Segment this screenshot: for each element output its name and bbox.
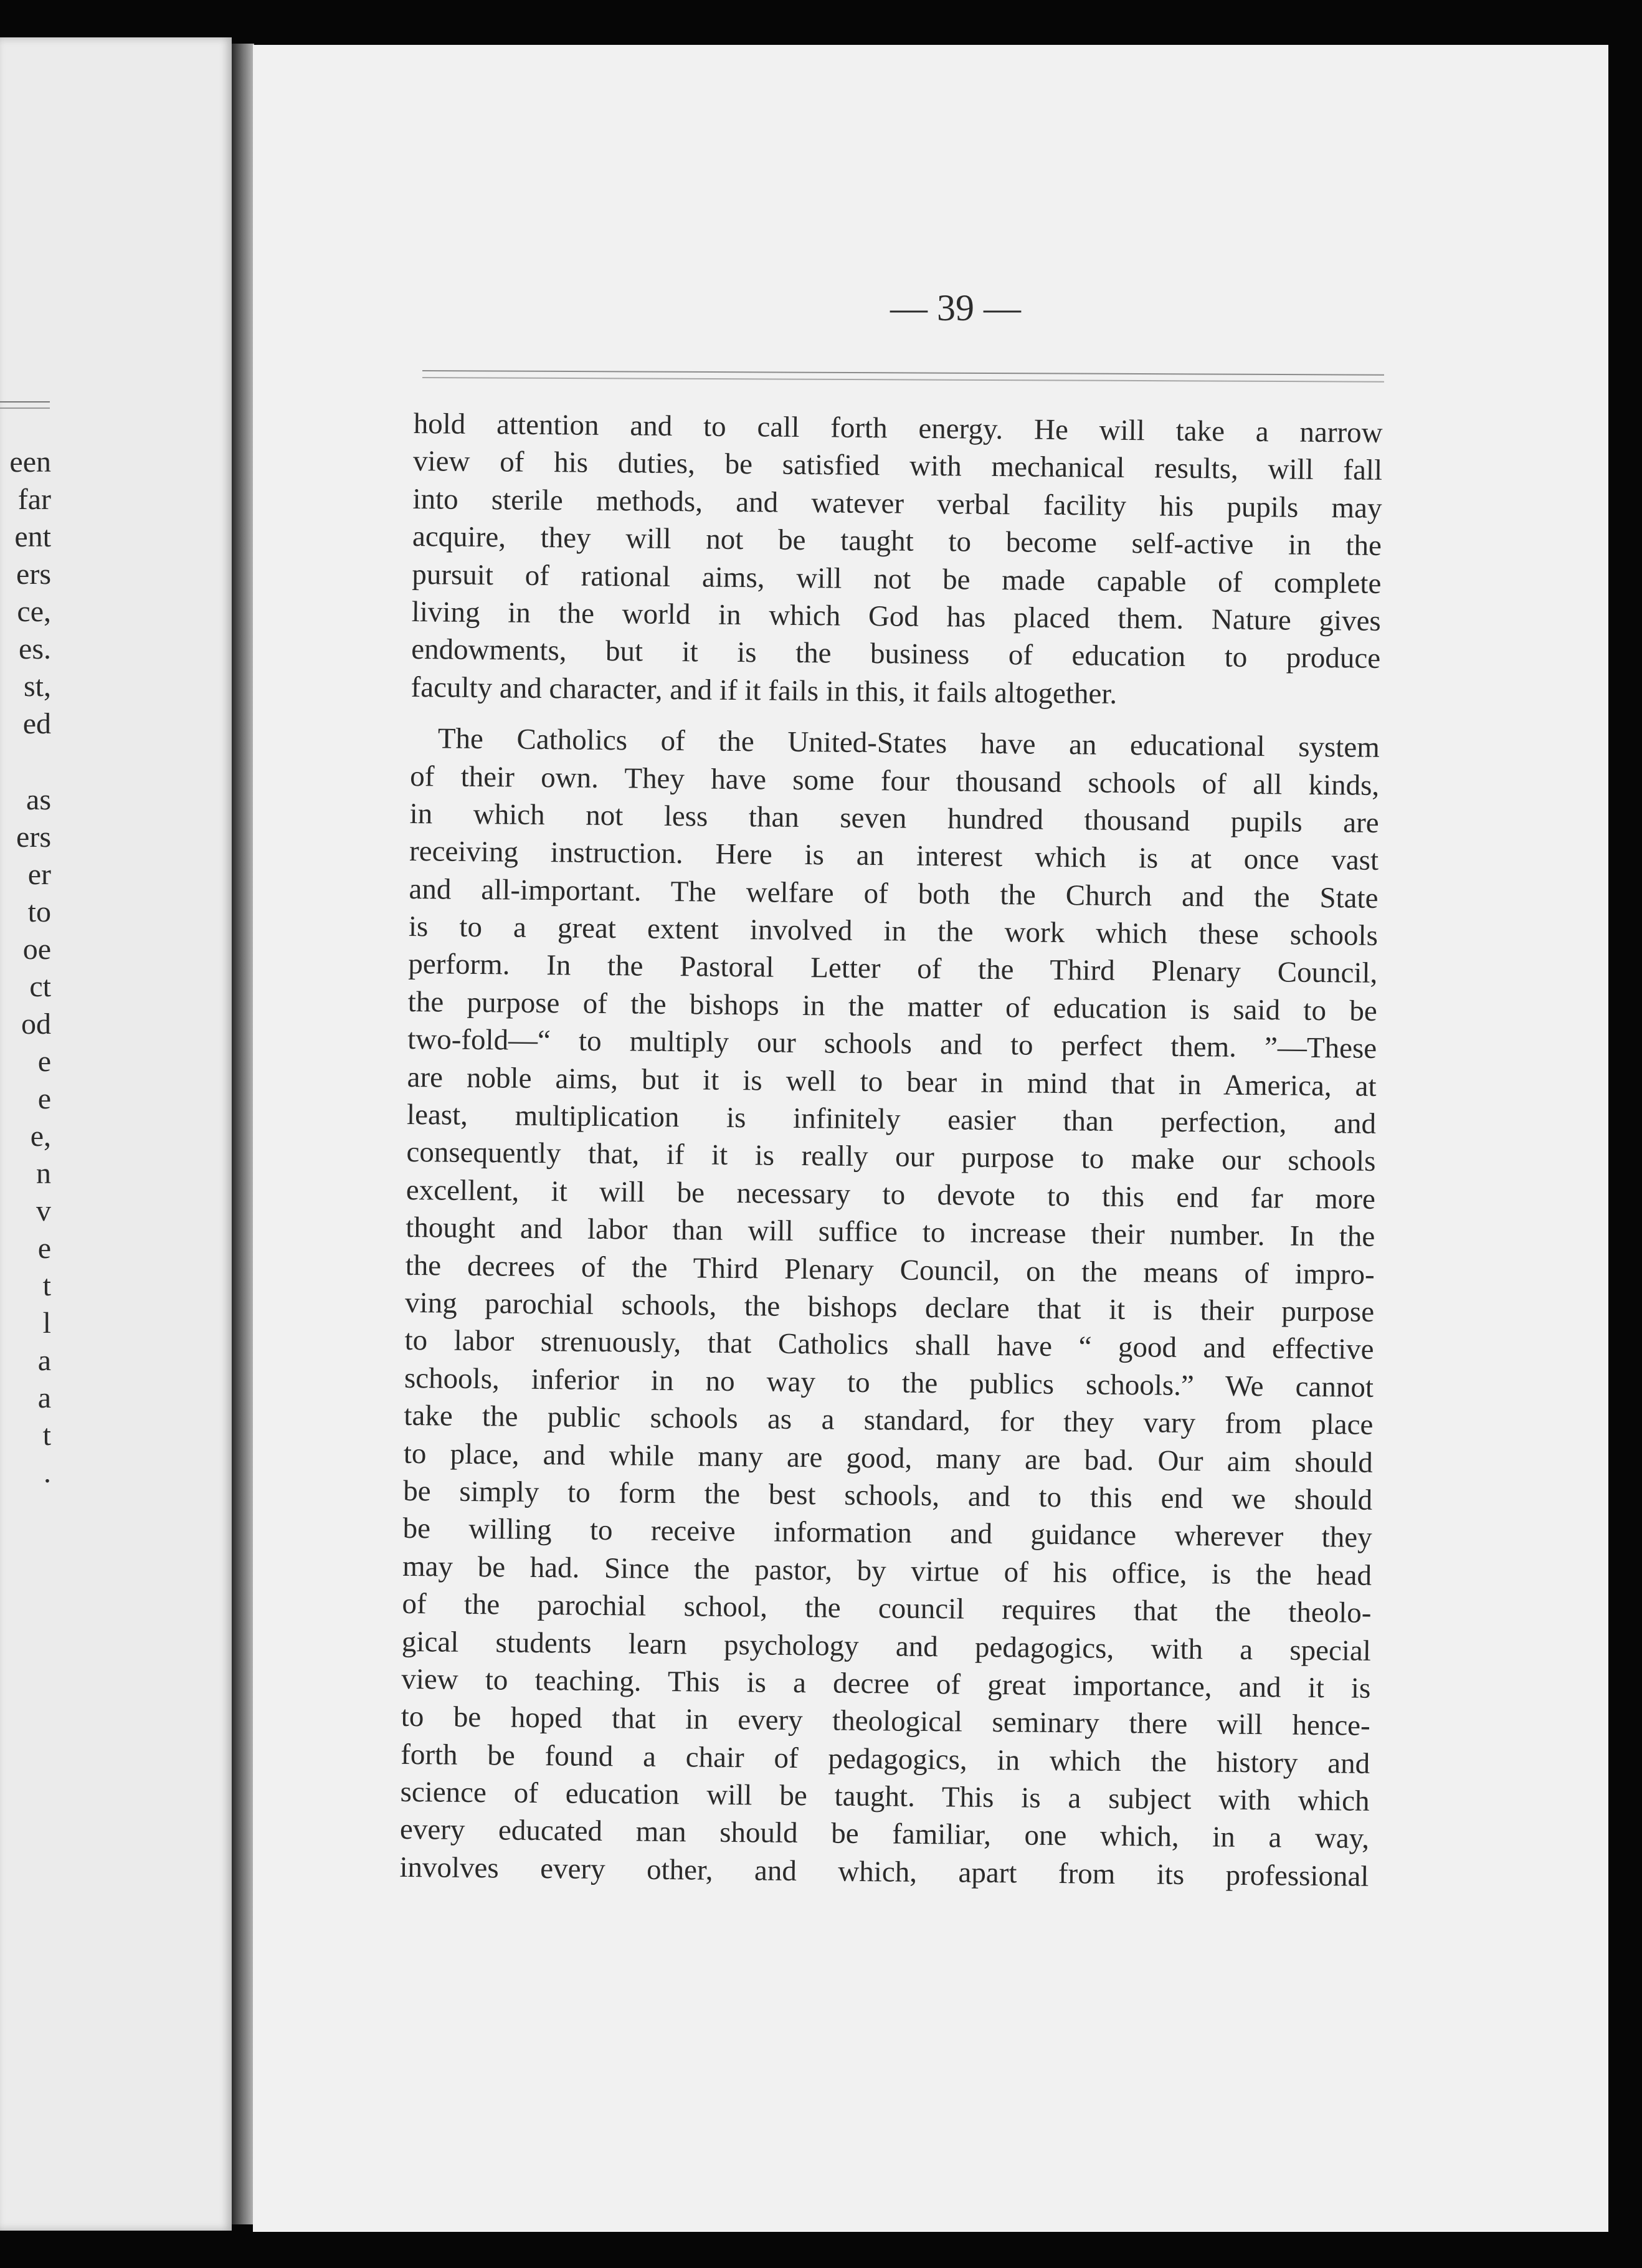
page-number: — 39 — <box>890 287 1021 328</box>
text-line: perform. In the Pastoral Letter of the Third Plenary Council, <box>408 948 1378 990</box>
text-line: view of his duties, be satisfied with mechanical results, will fall <box>412 445 1383 487</box>
text-line: be simply to form the best schools, and to this end we should <box>403 1474 1373 1517</box>
previous-page-fragment: to <box>27 895 51 928</box>
text-line: gical students learn psychology and pedagogics, with a special <box>401 1625 1372 1667</box>
text-line: of their own. They have some four thousand schools of all kinds, <box>410 760 1380 802</box>
previous-page-fragment: er <box>27 858 51 891</box>
text-line: into sterile methods, and watever verbal facility his pupils may <box>412 482 1382 525</box>
text-line: of the parochial school, the council requires that the theolo- <box>402 1588 1372 1629</box>
text-line: two-fold—“ to multiply our schools and to perfect them. ”—These <box>407 1023 1377 1065</box>
previous-page-fragment: a <box>37 1344 51 1377</box>
text-line: the decrees of the Third Plenary Council, on the means of impro- <box>405 1249 1375 1291</box>
text-line: be willing to receive information and guidance wherever they <box>402 1512 1372 1555</box>
previous-page-fragment: od <box>21 1008 51 1041</box>
previous-page-fragment: ce, <box>17 595 51 628</box>
text-line: every educated man should be familiar, one which, in a way, <box>399 1813 1370 1856</box>
previous-page-fragment: t <box>42 1419 51 1452</box>
text-line: least, multiplication is infinitely easier than perfection, and <box>406 1098 1377 1140</box>
previous-page <box>0 37 232 2231</box>
text-line: faculty and character, and if it fails in this, it fails altogether. <box>410 670 1118 710</box>
text-line: pursuit of rational aims, will not be made capable of complete <box>412 558 1382 600</box>
previous-page-fragment: v <box>36 1194 51 1227</box>
previous-page-text-fragments <box>0 444 51 1492</box>
text-line: forth be found a chair of pedagogics, in which the history and <box>400 1738 1370 1780</box>
text-line: schools, inferior in no way to the publics schools.” We cannot <box>404 1361 1374 1404</box>
text-line: the purpose of the bishops in the matter of education is said to be <box>407 985 1377 1027</box>
text-line: excellent, it will be necessary to devote to this end far more <box>406 1173 1376 1216</box>
text-line: may be had. Since the pastor, by virtue of his office, is the head <box>402 1550 1372 1592</box>
paragraph-gap <box>0 743 51 781</box>
text-line: The Catholics of the United-States have an educational system <box>437 722 1380 765</box>
previous-page-fragment: . <box>44 1456 51 1489</box>
text-line: endowments, but it is the business of education to produce <box>410 633 1381 675</box>
text-line: are noble aims, but it is well to bear in mind that in America, at <box>407 1060 1377 1103</box>
text-line: acquire, they will not be taught to become self-active in the <box>412 520 1382 563</box>
previous-page-fragment: st, <box>23 670 51 703</box>
paragraph-1 <box>410 405 1383 715</box>
text-line: thought and labor than will suffice to increase their number. In the <box>406 1211 1375 1254</box>
text-line: to be hoped that in every theological seminary there will hence- <box>401 1700 1370 1743</box>
text-line: hold attention and to call forth energy. He will take a narrow <box>413 407 1383 449</box>
text-line: receiving instruction. Here is an interest which is at once vast <box>409 835 1379 877</box>
text-line: in which not less than seven hundred thousand pupils are <box>409 797 1379 839</box>
previous-page-header-rule <box>0 401 50 409</box>
header-rule <box>422 370 1384 383</box>
previous-page-fragment: ers <box>16 821 51 854</box>
previous-page-fragment: ent <box>14 520 51 553</box>
previous-page-fragment: t <box>42 1269 51 1302</box>
text-line: to place, and while many are good, many are bad. Our aim should <box>403 1437 1374 1479</box>
text-line: view to teaching. This is a decree of great importance, and it is <box>401 1662 1371 1705</box>
text-line: science of education will be taught. This is a subject with which <box>400 1775 1370 1818</box>
previous-page-fragment: l <box>42 1307 51 1340</box>
previous-page-fragment: e <box>37 1045 51 1078</box>
previous-page-fragment: ed <box>22 707 51 740</box>
previous-page-fragment: e <box>37 1232 51 1265</box>
text-line: living in the world in which God has placed them. Nature gives <box>411 595 1381 637</box>
text-line: consequently that, if it is really our purpose to make our schools <box>406 1136 1376 1178</box>
previous-page-fragment: a <box>37 1381 51 1414</box>
text-line: and all-important. The welfare of both the Church and the State <box>409 872 1379 915</box>
previous-page-fragment: e <box>37 1082 51 1115</box>
previous-page-fragment: as <box>26 783 51 816</box>
current-page <box>253 45 1608 2232</box>
text-line: to labor strenuously, that Catholics shall have “ good and effective <box>404 1324 1374 1366</box>
book-spine <box>232 44 254 2224</box>
previous-page-fragment: far <box>17 483 51 516</box>
text-line: involves every other, and which, apart from its professional <box>399 1851 1369 1893</box>
body-text <box>399 405 1383 1895</box>
previous-page-fragment: es. <box>19 632 51 665</box>
previous-page-fragment: een <box>9 446 51 479</box>
text-line: take the public schools as a standard, for they vary from place <box>404 1399 1374 1442</box>
previous-page-fragment: ers <box>16 558 51 591</box>
text-line: is to a great extent involved in the work which these schools <box>408 910 1379 952</box>
paragraph-2 <box>399 720 1380 1895</box>
previous-page-fragment: e, <box>30 1120 51 1153</box>
previous-page-fragment: n <box>36 1157 51 1190</box>
text-line: ving parochial schools, the bishops declare that it is their purpose <box>404 1286 1375 1328</box>
previous-page-fragment: ct <box>29 970 51 1003</box>
previous-page-fragment: oe <box>22 933 51 966</box>
